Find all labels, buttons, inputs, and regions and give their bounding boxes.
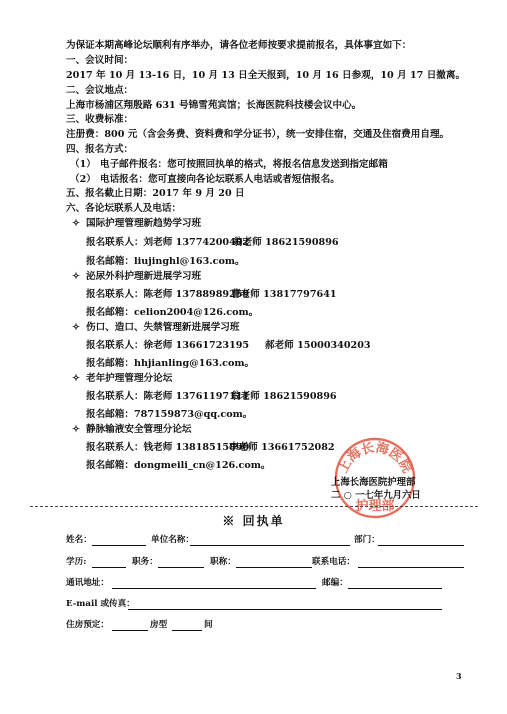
- receipt-row-position: [66, 556, 466, 570]
- course-contacts: [86, 391, 337, 403]
- method-number: （2）: [70, 174, 96, 185]
- course-email: 报名邮箱：787159873@qq.com。: [86, 409, 253, 420]
- contact-secondary: 翁老师 18621590896: [233, 237, 339, 248]
- receipt-row-address: [66, 577, 466, 591]
- section-venue-text: 上海市杨浦区翔殷路 631 号锦雪苑宾馆；长海医院科技楼会议中心。: [66, 100, 362, 111]
- diamond-bullet-icon: ✧: [72, 322, 81, 333]
- section-fee-text: 注册费：800 元（含会务费、资料费和学分证书），统一安排住宿，交通及住宿费用自理。: [66, 129, 450, 140]
- title-rank-label: 职称：: [210, 557, 236, 567]
- education-label: 学历:: [66, 557, 87, 567]
- contact-primary: 报名联系人：钱老师 13818515890: [86, 442, 250, 453]
- receipt-row-lodging: [66, 619, 266, 633]
- diamond-bullet-icon: ✧: [72, 218, 81, 229]
- registration-method-phone: [70, 174, 340, 186]
- phone-label: 联系电话：: [312, 557, 355, 567]
- course-title: [72, 424, 192, 436]
- position-field[interactable]: [158, 567, 204, 568]
- section-venue-title: 二、会议地点：: [66, 85, 134, 96]
- course-title: [72, 322, 240, 334]
- room-unit-label: 间: [204, 620, 213, 630]
- diamond-bullet-icon: ✧: [72, 373, 81, 384]
- section-fee-title: 三、收费标准：: [66, 114, 134, 125]
- section-deadline: 五、报名截止日期：2017 年 9 月 20 日: [66, 188, 245, 199]
- unit-field[interactable]: [190, 545, 350, 546]
- svg-text:护理部: 护理部: [355, 499, 395, 514]
- course-email: 报名邮箱：hhjianling@163.com。: [86, 358, 255, 369]
- contact-secondary: 翁老师 18621590896: [231, 391, 337, 402]
- cut-line-divider: [30, 506, 478, 507]
- room-type-field[interactable]: [112, 630, 148, 631]
- diamond-bullet-icon: ✧: [72, 271, 81, 282]
- contact-secondary: 曹老师 13817797641: [231, 289, 337, 300]
- phone-field[interactable]: [358, 567, 464, 568]
- address-field[interactable]: [112, 588, 316, 589]
- contact-primary: 报名联系人：陈老师 13761197111: [86, 391, 250, 402]
- course-name: 国际护理管理新趋势学习班: [86, 218, 202, 229]
- contact-primary: 报名联系人：陈老师 13788989259: [86, 289, 250, 300]
- unit-label: 单位名称：: [151, 535, 194, 545]
- receipt-row-name: [66, 534, 466, 548]
- room-count-field[interactable]: [172, 630, 202, 631]
- section-registration-title: 四、报名方式：: [66, 144, 134, 155]
- education-field[interactable]: [92, 567, 126, 568]
- course-contacts: [86, 340, 371, 352]
- signature-org: 上海长海医院护理部: [331, 477, 416, 488]
- course-name: 伤口、造口、失禁管理新进展学习班: [86, 322, 240, 333]
- section-meeting-time-title: 一、会议时间：: [66, 55, 134, 66]
- course-email: 报名邮箱：celion2004@126.com。: [86, 307, 259, 318]
- lodging-label: 住房预定：: [66, 620, 109, 630]
- name-field[interactable]: [92, 545, 146, 546]
- postcode-label: 邮编：: [322, 578, 348, 588]
- postcode-field[interactable]: [348, 588, 442, 589]
- dept-field[interactable]: [378, 545, 464, 546]
- dept-label: 部门：: [354, 535, 380, 545]
- course-title: [72, 218, 201, 230]
- course-name: 泌尿外科护理新进展学习班: [86, 271, 202, 282]
- diamond-bullet-icon: ✧: [72, 424, 81, 435]
- address-label: 通讯地址：: [66, 578, 109, 588]
- intro-text: 为保证本期高峰论坛顺利有序举办，请各位老师按要求提前报名，具体事宜如下：: [66, 40, 412, 51]
- title-rank-field[interactable]: [236, 567, 312, 568]
- section-meeting-time-text: 2017 年 10 月 13-16 日，10 月 13 日全天报到，10 月 16 日参观，10 月 17 日撤离。: [66, 70, 466, 81]
- method-text: 电子邮件报名：您可按照回执单的格式，将报名信息发送到指定邮箱: [100, 159, 388, 170]
- course-contacts: [86, 289, 337, 301]
- receipt-row-email: [66, 598, 466, 612]
- name-label: 姓名：: [66, 535, 92, 545]
- course-name: 老年护理管理分论坛: [86, 373, 173, 384]
- method-number: （1）: [70, 159, 96, 170]
- svg-text:上海长海医院: 上海长海医院: [335, 440, 415, 476]
- course-name: 静脉输液安全管理分论坛: [86, 424, 192, 435]
- contact-primary: 报名联系人：徐老师 13661723195: [86, 340, 250, 351]
- course-contacts: [86, 442, 335, 454]
- contact-primary: 报名联系人：刘老师 13774200402: [86, 237, 250, 248]
- course-title: [72, 271, 201, 283]
- method-text: 电话报名：您可直接向各论坛联系人电话或者短信报名。: [100, 174, 340, 185]
- room-type-label: 房型: [150, 620, 168, 630]
- email-label: E-mail 或传真：: [66, 599, 135, 609]
- page-number: 3: [456, 671, 462, 681]
- course-email: 报名邮箱：liujinghl@163.com。: [86, 256, 245, 267]
- section-contacts-title: 六、各论坛联系人及电话：: [66, 203, 182, 214]
- registration-method-email: [70, 159, 388, 171]
- position-label: 职务：: [132, 557, 158, 567]
- email-field[interactable]: [128, 609, 442, 610]
- course-email: 报名邮箱：dongmeili_cn@126.com。: [86, 460, 271, 471]
- contact-secondary: 李老师 13661752082: [229, 442, 335, 453]
- signature-date: 二 ○ 一七年九月六日: [331, 490, 421, 501]
- course-contacts: [86, 237, 339, 249]
- course-title: [72, 373, 172, 385]
- contact-secondary: 郝老师 15000340203: [265, 340, 371, 351]
- signature-block: [331, 476, 421, 502]
- receipt-title: ※ 回执单: [222, 514, 285, 528]
